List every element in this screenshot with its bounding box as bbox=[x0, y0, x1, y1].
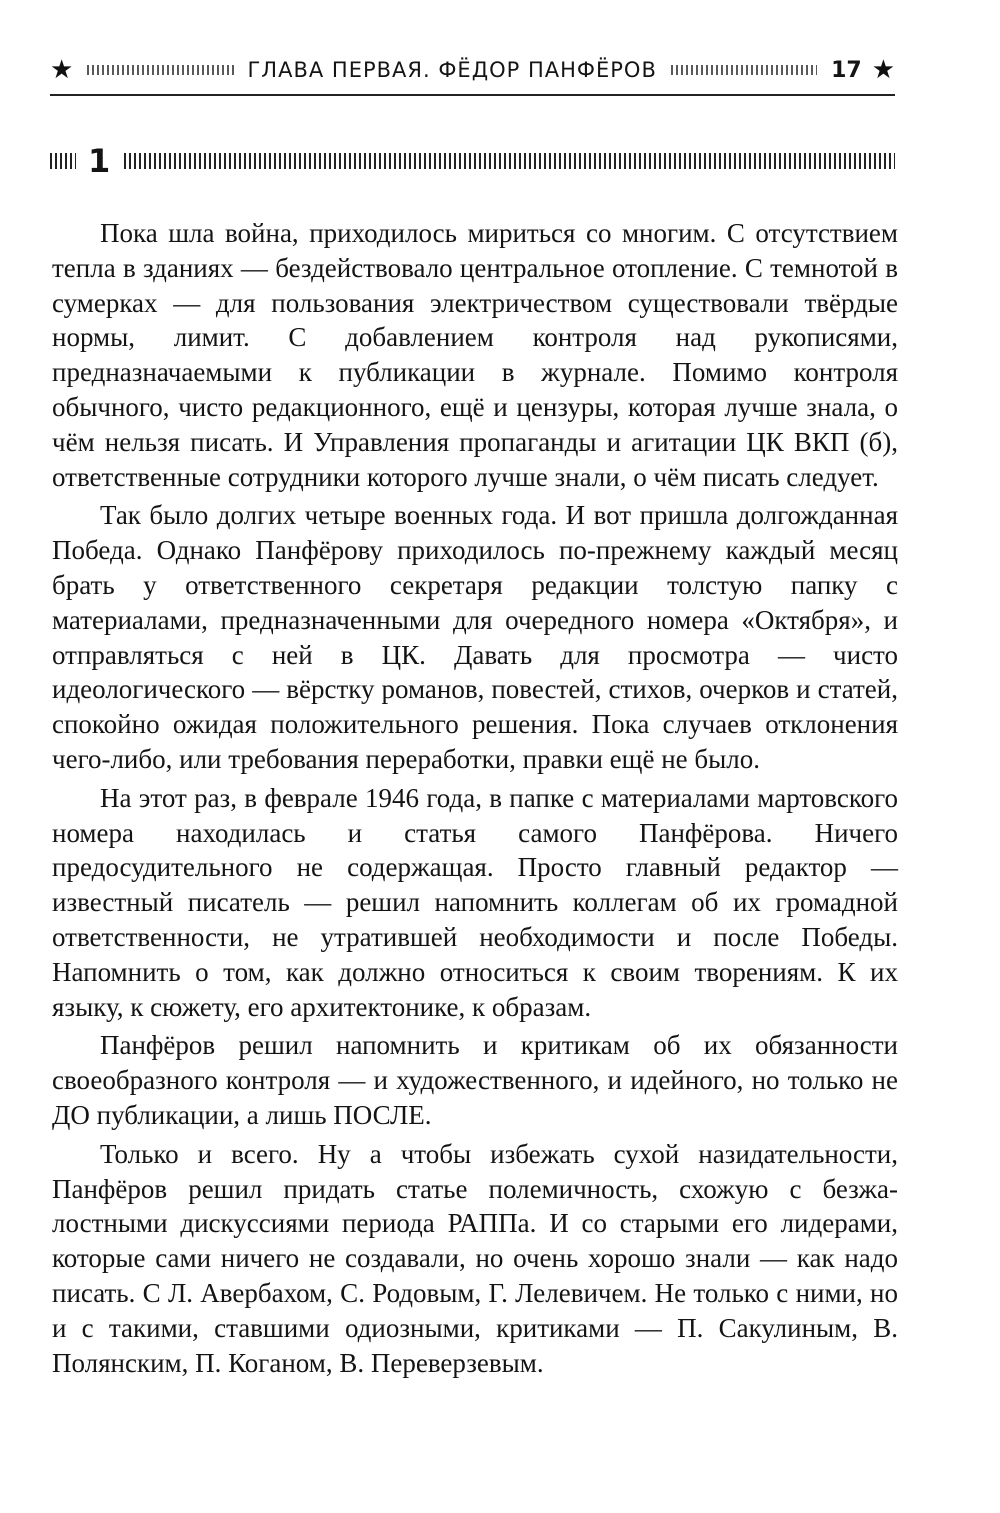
page-number: 17 bbox=[831, 57, 862, 83]
star-icon-right: ★ bbox=[871, 55, 895, 85]
section-dotted-ornament-right bbox=[124, 153, 895, 169]
running-header bbox=[50, 48, 895, 92]
section-number: 1 bbox=[88, 142, 111, 180]
header-dotted-ornament-right bbox=[671, 65, 817, 75]
paragraph: Пока шла война, приходилось мириться со многим. С отсутствием тепла в зданиях — бездействовало центральное отопление. С темнотой в сумерках — для пользования электричеством существовали твёрдые нормы, лимит. С добавлением контроля над рукописями, предназначаемыми к публикации в журнале. Помимо контроля обычного, чисто редакционного, ещё и цензуры, которая лучше знала, о чём нельзя писать. И Управления пропаганды и агитации ЦК ВКП (б), ответственные сотрудники которого лучше знали, о чём писать следует. bbox=[52, 218, 898, 492]
paragraph: Панфёров решил напомнить и критикам об их обязанности своеобразного контроля — и художественного, и идейного, но только не ДО публикации, а лишь ПОСЛЕ. bbox=[52, 1030, 898, 1130]
section-dotted-ornament-left bbox=[50, 153, 76, 169]
body-text bbox=[52, 216, 898, 1384]
section-heading bbox=[50, 143, 895, 179]
paragraph: Так было долгих четыре военных года. И вот пришла долгожданная Победа. Однако Панфёрову приходилось по-прежнему каждый месяц брать у ответственного секретаря редакции толстую папку с материалами, предназначенными для очередного номера «Октября», и отправляться с ней в ЦК. Давать для просмотра — чисто идеологического — вёрстку романов, повестей, стихов, очерков и статей, спокойно ожидая положительного решения. Пока случаев отклонения чего-либо, или требования переработки, правки ещё не было. bbox=[52, 500, 898, 774]
header-divider bbox=[50, 94, 895, 96]
chapter-title: ГЛАВА ПЕРВАЯ. ФЁДОР ПАНФЁРОВ bbox=[247, 58, 657, 82]
header-dotted-ornament-left bbox=[87, 65, 233, 75]
star-icon-left: ★ bbox=[50, 55, 74, 85]
paragraph: На этот раз, в феврале 1946 года, в папке с материалами мартовского номера находилась и статья самого Панфёрова. Ничего предосудительного не содержащая. Просто главный редактор — известный писатель — решил напомнить коллегам об их громадной ответственности, не утратившей необходимости и после Победы. Напомнить о том, как должно относиться к своим творениям. К их языку, к сюжету, его архитектонике, к образам. bbox=[52, 782, 898, 1022]
paragraph: Только и всего. Ну а чтобы избежать сухой назидательности, Панфёров решил придать статье полемичность, схожую с безжалостными дискуссиями периода РАППа. И со старыми его лидерами, которые сами ничего не создавали, но очень хорошо знали — как надо писать. С Л. Авербахом, С. Родовым, Г. Лелевичем. Не только с ними, но и с такими, ставшими одиозными, критиками — П. Сакулиным, В. Полянским, П. Коганом, В. Переверзевым. bbox=[52, 1138, 898, 1378]
